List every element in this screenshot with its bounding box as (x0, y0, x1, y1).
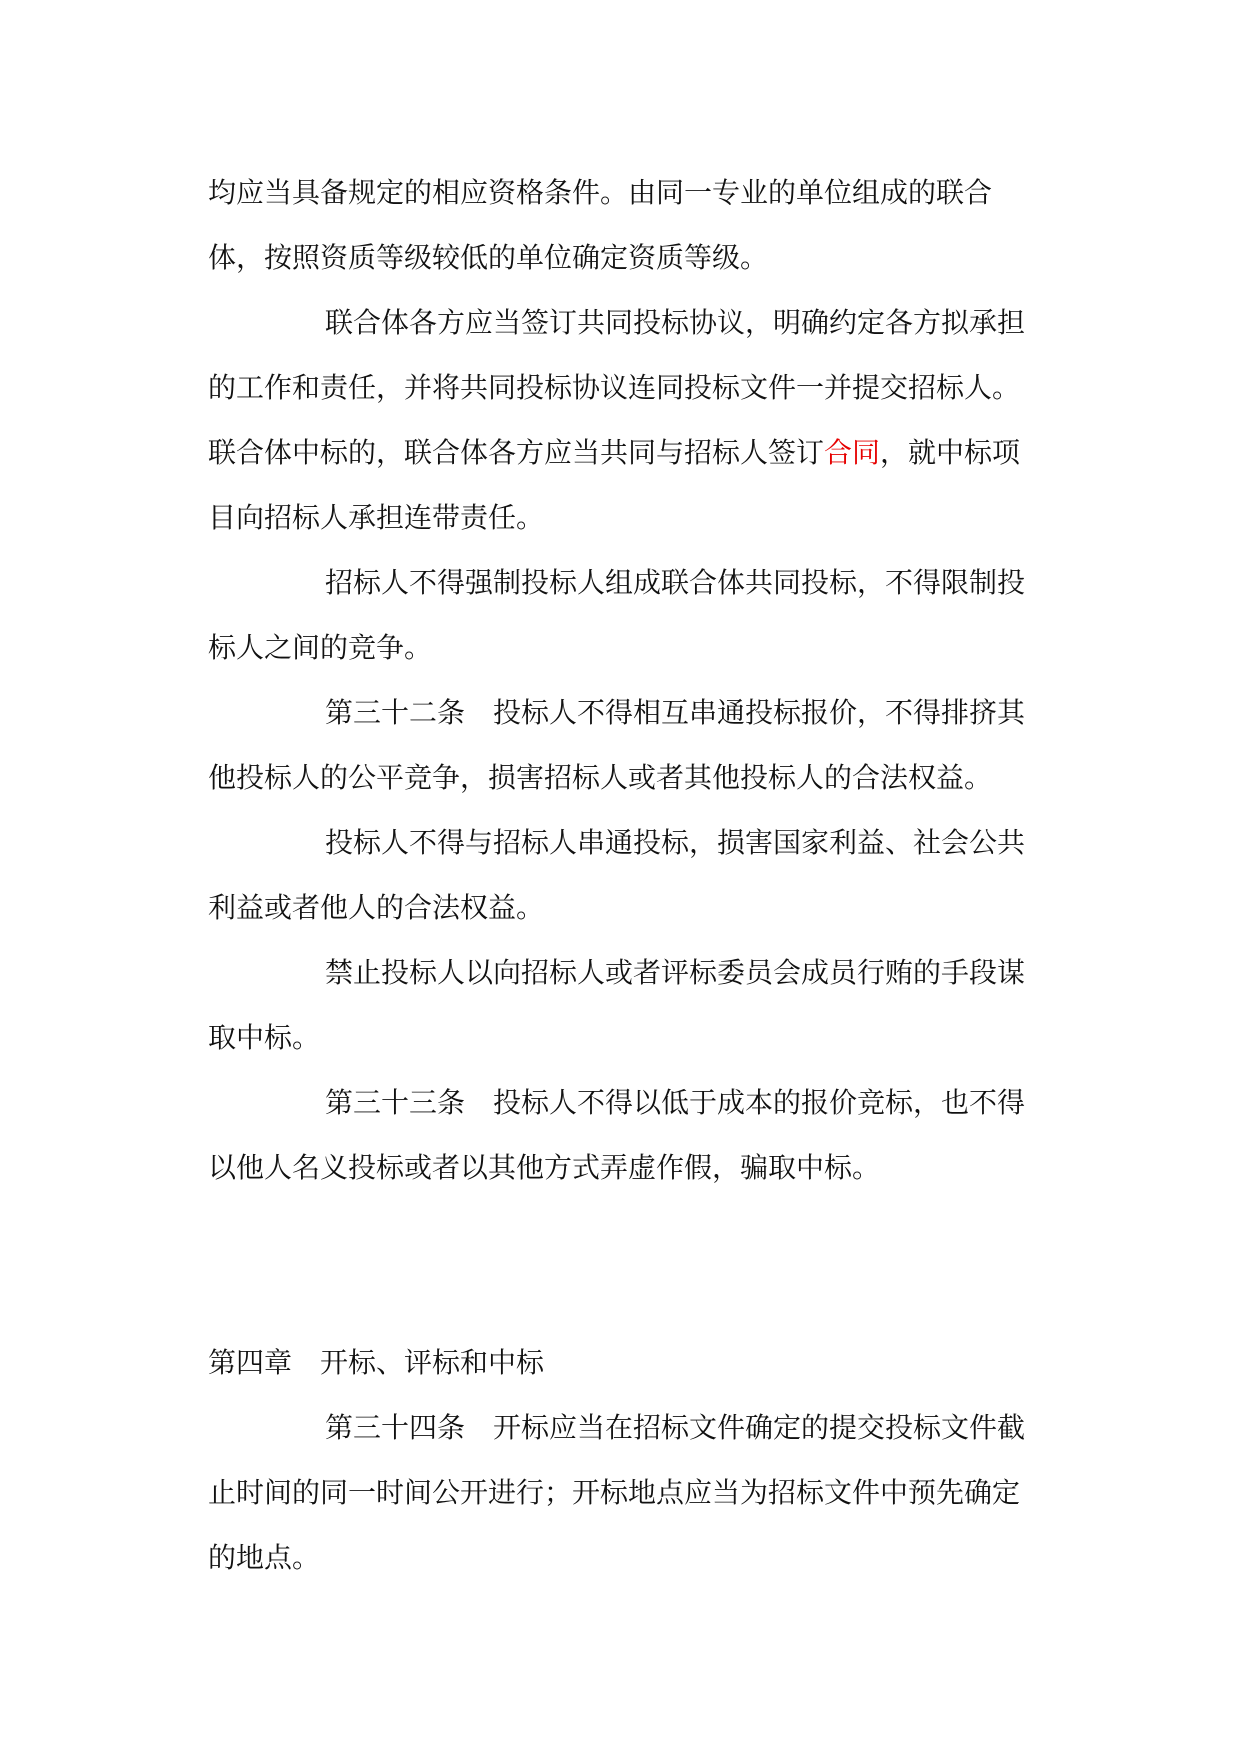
paragraph-2-end: ，就中标项目向招标人承担连带责任。 (208, 436, 1021, 534)
chapter-heading: 第四章 开标、评标和中标 (208, 1346, 545, 1379)
paragraph-2-text: 联合体各方应当签订共同投标协议，明确约定各方拟承担的工作和责任，并将共同投标协议连同投标文件一并提交招标人。联合体中标的，联合体各方应当共同与招标人签订 (208, 306, 1026, 469)
article-34: 第三十四条 开标应当在招标文件确定的提交投标文件截止时间的同一时间公开进行；开标地点应当为招标文件中预先确定的地点。 (208, 1411, 1026, 1574)
paragraph-1: 均应当具备规定的相应资格条件。由同一专业的单位组成的联合体，按照资质等级较低的单位确定资质等级。 (208, 176, 993, 274)
article-33: 第三十三条 投标人不得以低于成本的报价竞标，也不得以他人名义投标或者以其他方式弄虚作假，骗取中标。 (208, 1086, 1026, 1184)
article-32: 第三十二条 投标人不得相互串通投标报价，不得排挤其他投标人的公平竞争，损害招标人或者其他投标人的合法权益。 (208, 696, 1026, 794)
document-body (208, 160, 1038, 1590)
paragraph-3: 招标人不得强制投标人组成联合体共同投标，不得限制投标人之间的竞争。 (208, 566, 1026, 664)
contract-link[interactable]: 合同 (824, 436, 881, 469)
paragraph-6: 禁止投标人以向招标人或者评标委员会成员行贿的手段谋取中标。 (208, 956, 1026, 1054)
section-spacer (208, 1200, 1038, 1330)
paragraph-5: 投标人不得与招标人串通投标，损害国家利益、社会公共利益或者他人的合法权益。 (208, 826, 1026, 924)
paragraph-2 (208, 290, 1038, 550)
